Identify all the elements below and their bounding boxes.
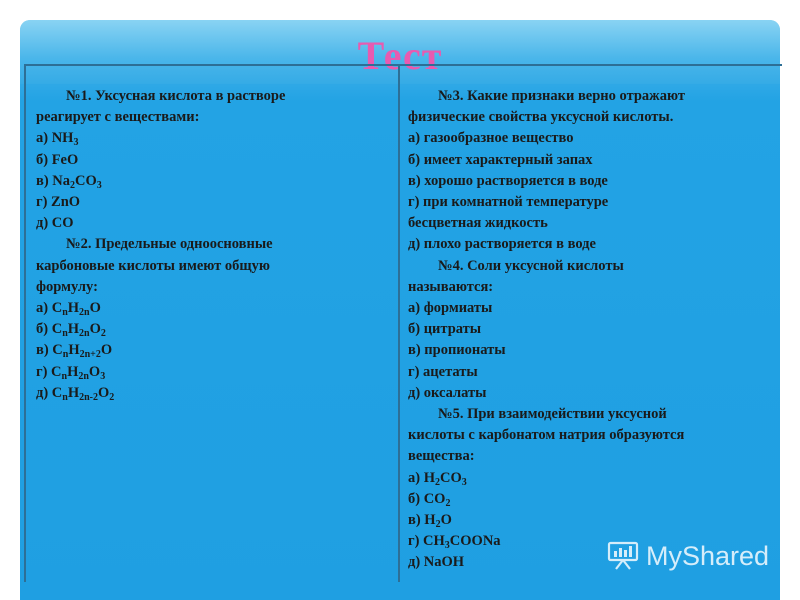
q2-a-m2: O bbox=[89, 300, 101, 317]
q1-v-text: в) Na bbox=[36, 172, 71, 189]
q3-heading: №3. Какие признаки верно отражают bbox=[438, 88, 685, 104]
q2-g-p: г) C bbox=[36, 363, 62, 380]
q2-d-p: д) C bbox=[36, 384, 63, 401]
q5-v-p: в) H bbox=[408, 512, 436, 529]
q5-g-m: COONa bbox=[449, 533, 501, 550]
q2-v-m2: O bbox=[100, 342, 113, 359]
q1-option-g: г) ZnO bbox=[36, 194, 81, 211]
q4-option-d: д) оксалаты bbox=[408, 384, 487, 401]
q3-option-v: в) хорошо растворяется в воде bbox=[408, 172, 608, 189]
q1-option-b: б) FeO bbox=[36, 151, 79, 168]
q2-option-g bbox=[36, 362, 356, 383]
q2-v-s2: 2n+2 bbox=[79, 349, 101, 361]
q1-v-sub1: 2 bbox=[70, 179, 76, 191]
q4-heading: №4. Соли уксусной кислоты bbox=[438, 257, 624, 274]
q3-option-g: г) при комнатной температуре bbox=[408, 194, 609, 211]
q5-v-s1: 2 bbox=[435, 519, 441, 531]
left-column-content bbox=[36, 86, 356, 404]
q3-option-g-cont: бесцветная жидкость bbox=[408, 215, 548, 232]
q1-heading: №1. Уксусная кислота в растворе bbox=[66, 88, 286, 104]
presentation-board-icon bbox=[606, 541, 640, 571]
q2-d-m2: O bbox=[98, 384, 110, 401]
q2-option-a bbox=[36, 298, 356, 319]
q2-b-s3: 2 bbox=[100, 328, 106, 340]
q4-option-g: г) ацетаты bbox=[408, 363, 478, 380]
q5-a-s2: 3 bbox=[461, 476, 467, 488]
q1-option-d: д) CO bbox=[36, 215, 74, 232]
q1-option-v bbox=[36, 171, 356, 192]
q2-d-m1: H bbox=[67, 384, 80, 401]
q2-a-m1: H bbox=[67, 300, 80, 317]
q1-v-mid: CO bbox=[75, 172, 97, 189]
q3-option-a: а) газообразное вещество bbox=[408, 130, 574, 147]
q2-heading-cont2: формулу: bbox=[36, 278, 98, 295]
right-column bbox=[400, 66, 780, 582]
q2-b-m1: H bbox=[67, 321, 80, 338]
q2-d-s3: 2 bbox=[109, 391, 115, 403]
q5-b-s1: 2 bbox=[445, 497, 451, 509]
q2-g-s2: 2n bbox=[78, 370, 89, 382]
left-column bbox=[24, 66, 400, 582]
test-table bbox=[24, 64, 782, 582]
slide-title: Тест bbox=[357, 33, 443, 78]
q1-a-text: а) NH bbox=[36, 130, 74, 147]
q2-b-s1: n bbox=[62, 328, 68, 340]
q2-v-s1: n bbox=[62, 349, 69, 361]
q2-option-d bbox=[36, 383, 356, 404]
q5-option-a bbox=[408, 468, 758, 489]
q2-a-p: а) C bbox=[36, 300, 63, 317]
q2-b-p: б) C bbox=[36, 321, 63, 338]
q2-heading-cont1: карбоновые кислоты имеют общую bbox=[36, 257, 270, 274]
q2-v-p: в) C bbox=[36, 342, 63, 359]
q2-v-m1: H bbox=[68, 342, 80, 359]
q5-a-p: а) H bbox=[408, 469, 435, 486]
q2-option-v bbox=[36, 340, 356, 361]
q4-option-b: б) цитраты bbox=[408, 321, 482, 338]
q2-a-s2: 2n bbox=[79, 307, 90, 319]
q5-g-p: г) CH bbox=[408, 533, 445, 550]
watermark-text: MyShared bbox=[646, 540, 770, 571]
q5-b-p: б) CO bbox=[408, 490, 446, 507]
q2-g-m1: H bbox=[67, 363, 79, 380]
q3-option-b: б) имеет характерный запах bbox=[408, 151, 593, 168]
q2-d-s2: 2n-2 bbox=[79, 391, 99, 403]
q2-b-s2: 2n bbox=[79, 328, 90, 340]
right-column-content bbox=[408, 86, 758, 574]
q2-b-m2: O bbox=[89, 321, 101, 338]
q5-option-d: д) NaOH bbox=[408, 554, 465, 571]
q3-heading-cont: физические свойства уксусной кислоты. bbox=[408, 109, 674, 126]
q5-option-b bbox=[408, 489, 758, 510]
q5-v-m: O bbox=[440, 512, 452, 529]
q5-g-s1: 3 bbox=[444, 540, 450, 552]
q4-heading-cont: называются: bbox=[408, 278, 494, 295]
q2-heading: №2. Предельные одноосновные bbox=[66, 236, 273, 253]
q2-a-s1: n bbox=[62, 307, 68, 319]
q1-a-sub: 3 bbox=[73, 137, 79, 149]
q5-heading-cont1: кислоты с карбонатом натрия образуются bbox=[408, 427, 685, 444]
q2-g-s1: n bbox=[61, 370, 68, 382]
q2-d-s1: n bbox=[62, 391, 68, 403]
q3-option-d: д) плохо растворяется в воде bbox=[408, 236, 596, 253]
q1-v-sub2: 3 bbox=[96, 179, 102, 191]
q5-option-v bbox=[408, 510, 758, 531]
q1-heading-cont: реагирует с веществами: bbox=[36, 109, 200, 126]
q5-heading: №5. При взаимодействии уксусной bbox=[438, 406, 667, 423]
q2-g-s3: 3 bbox=[100, 370, 106, 382]
q1-option-a bbox=[36, 128, 356, 149]
q2-option-b bbox=[36, 319, 356, 340]
q4-option-v: в) пропионаты bbox=[408, 342, 506, 359]
q5-a-m: CO bbox=[439, 469, 462, 486]
q4-option-a: а) формиаты bbox=[408, 300, 493, 317]
q5-a-s1: 2 bbox=[434, 476, 440, 488]
myshared-watermark bbox=[606, 538, 769, 574]
q2-g-m2: O bbox=[88, 363, 101, 380]
q5-heading-cont2: вещества: bbox=[408, 448, 475, 465]
